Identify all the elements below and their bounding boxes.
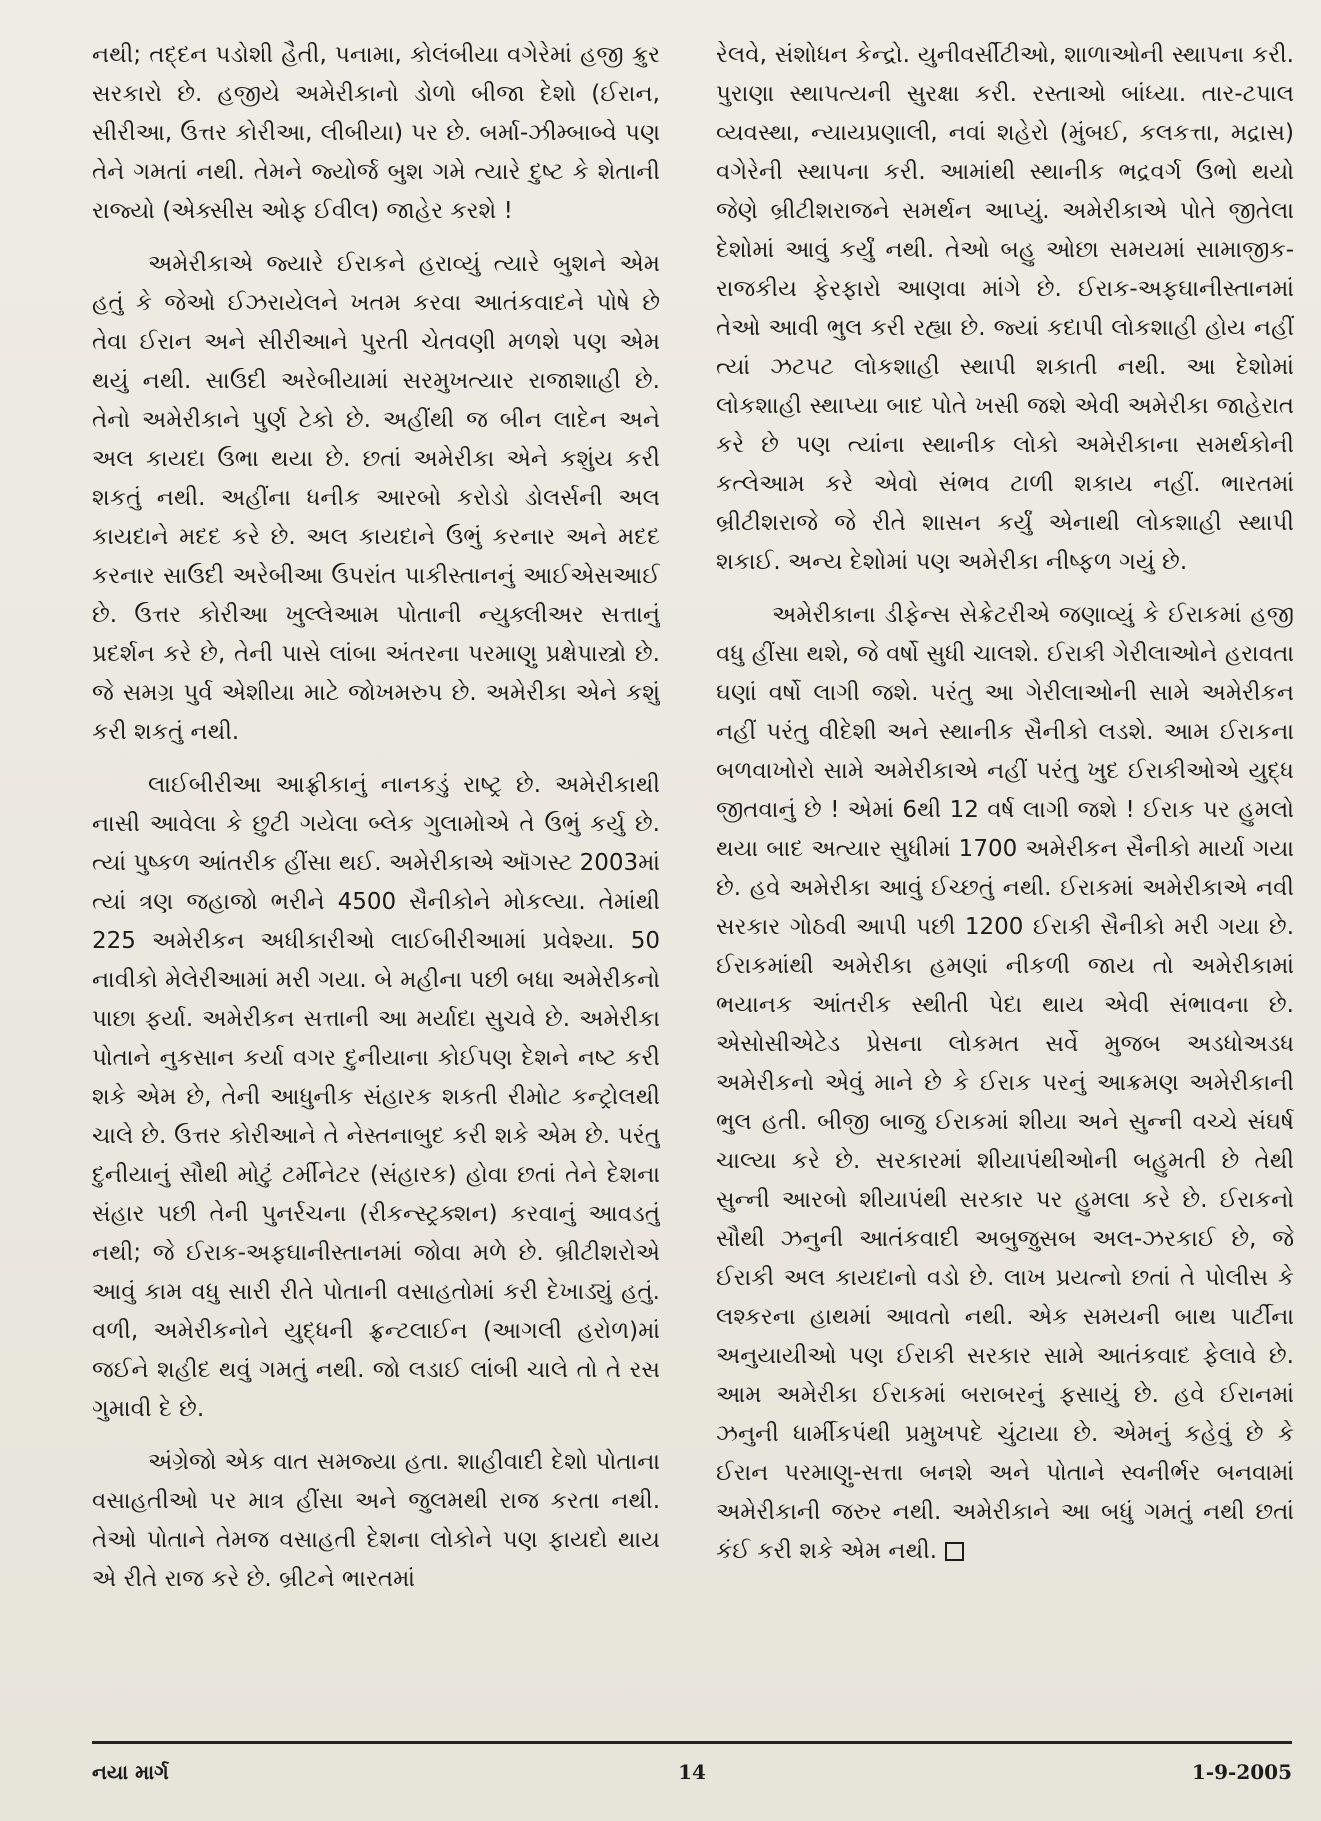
paragraph: અંગ્રેજો એક વાત સમજ્યા હતા. શાહીવાદી દેશો પોતાના વસાહતીઓ પર માત્ર હીંસા અને જુલમથી રાજ કરતા નથી. તેઓ પોતાને તેમજ વસાહતી દેશના લોકોને પણ ફાયદો થાય એ રીતે રાજ કરે છે. બ્રીટને ભારતમાં	[92, 1449, 660, 1592]
paragraph: રેલવે, સંશોધન કેન્દ્રો. યુનીવર્સીટીઓ, શાળાઓની સ્થાપના કરી. પુરાણા સ્થાપત્યની સુરક્ષા કરી. રસ્તાઓ બાંધ્યા. તાર-ટપાલ વ્યવસ્થા, ન્યાયપ્રણાલી, નવાં શહેરો (મુંબઈ, કલકત્તા, મદ્રાસ) વગેરેની સ્થાપના કરી. આમાંથી સ્થાનીક ભદ્રવર્ગ ઉભો થયો જેણે બ્રીટીશરાજને સમર્થન આપ્યું. અમેરીકાએ પોતે જીતેલા દેશોમાં આવું કર્યું નથી. તેઓ બહુ ઓછા સમયમાં સામાજીક-રાજકીય ફેરફારો આણવા માંગે છે. ઈરાક-અફઘાનીસ્તાનમાં તેઓ આવી ભુલ કરી રહ્યા છે. જ્યાં કદાપી લોકશાહી હોય નહીં ત્યાં ઝટપટ લોકશાહી સ્થાપી શકાતી નથી. આ દેશોમાં લોકશાહી સ્થાપ્યા બાદ પોતે ખસી જશે એવી અમેરીકા જાહેરાત કરે છે પણ ત્યાંના સ્થાનીક લોકો અમેરીકાના સમર્થકોની કત્લેઆમ કરે એવો સંભવ ટાળી શકાય નહીં. ભારતમાં બ્રીટીશરાજે જે રીતે શાસન કર્યું એનાથી લોકશાહી સ્થાપી શકાઈ. અન્ય દેશોમાં પણ અમેરીકા નીષ્ફળ ગયું છે.	[716, 42, 1294, 575]
magazine-name: નયા માર્ગ	[92, 1760, 169, 1784]
paragraph: નથી; તદ્દન પડોશી હૈતી, પનામા, કોલંબીયા વગેરેમાં હજી ક્રુર સરકારો છે. હજીયે અમેરીકાનો ડોળો બીજા દેશો (ઈરાન, સીરીઆ, ઉત્તર કોરીઆ, લીબીયા) પર છે. બર્મા-ઝીમ્બાબ્વે પણ તેને ગમતાં નથી. તેમને જ્યોર્જ બુશ ગમે ત્યારે દુષ્ટ કે શેતાની રાજ્યો (એક્સીસ ઓફ ઈવીલ) જાહેર કરશે !	[92, 42, 660, 224]
paragraph: અમેરીકાએ જ્યારે ઈરાકને હરાવ્યું ત્યારે બુશને એમ હતું કે જેઓ ઈઝરાયેલને ખતમ કરવા આતંકવાદને પોષે છે તેવા ઈરાન અને સીરીઆને પુરતી ચેતવણી મળશે પણ એમ થયું નથી. સાઉદી અરેબીયામાં સરમુખત્યાર રાજાશાહી છે. તેનો અમેરીકાને પુર્ણ ટેકો છે. અહીંથી જ બીન લાદેન અને અલ કાયદા ઉભા થયા છે. છતાં અમેરીકા એને કશુંય કરી શકતું નથી. અહીંના ધનીક આરબો કરોડો ડોલર્સની અલ કાયદાને મદદ કરે છે. અલ કાયદાને ઉભું કરનાર અને મદદ કરનાર સાઉદી અરેબીઆ ઉપરાંત પાકીસ્તાનનું આઈએસઆઈ છે. ઉત્તર કોરીઆ ખુલ્લેઆમ પોતાની ન્યુક્લીઅર સત્તાનું પ્રદર્શન કરે છે, તેની પાસે લાંબા અંતરના પરમાણુ પ્રક્ષેપાસ્ત્રો છે. જે સમગ્ર પુર્વ એશીયા માટે જોખમરુપ છે. અમેરીકા એને કશું કરી શકતું નથી.	[92, 251, 660, 745]
footer-divider	[92, 1741, 1292, 1744]
article-column-right	[716, 36, 1294, 1736]
issue-date: 1-9-2005	[1191, 1760, 1292, 1784]
end-of-article-icon	[945, 1542, 964, 1561]
paragraph: લાઈબીરીઆ આફ્રીકાનું નાનકડું રાષ્ટ્ર છે. અમેરીકાથી નાસી આવેલા કે છુટી ગયેલા બ્લેક ગુલામોએ તે ઉભું કર્યુ છે. ત્યાં પુષ્કળ આંતરીક હીંસા થઈ. અમેરીકાએ ઑગસ્ટ 2003માં ત્યાં ત્રણ જહાજો ભરીને 4500 સૈનીકોને મોકલ્યા. તેમાંથી 225 અમેરીકન અધીકારીઓ લાઈબીરીઆમાં પ્રવેશ્યા. 50 નાવીકો મેલેરીઆમાં મરી ગયા. બે મહીના પછી બધા અમેરીકનો પાછા ફર્યા. અમેરીકન સત્તાની આ મર્યાદા સુચવે છે. અમેરીકા પોતાને નુકસાન કર્યા વગર દુનીયાના કોઈપણ દેશને નષ્ટ કરી શકે એમ છે, તેની આધુનીક સંહારક શકતી રીમોટ કન્ટ્રોલથી ચાલે છે. ઉત્તર કોરીઆને તે નેસ્તનાબુદ કરી શકે એમ છે. પરંતુ દુનીયાનું સૌથી મોટું ટર્મીનેટર (સંહારક) હોવા છતાં તેને દેશના સંહાર પછી તેની પુનર્રચના (રીકન્સ્ટ્રક્શન) કરવાનું આવડતું નથી; જે ઈરાક-અફઘાનીસ્તાનમાં જોવા મળે છે. બ્રીટીશરોએ આવું કામ વધુ સારી રીતે પોતાની વસાહતોમાં કરી દેખાડ્યું હતું. વળી, અમેરીકનોને યુદ્ધની ફ્રન્ટલાઈન (આગલી હરોળ)માં જઈને શહીદ થવું ગમતું નથી. જો લડાઈ લાંબી ચાલે તો તે રસ ગુમાવી દે છે.	[92, 772, 660, 1422]
paragraph	[716, 596, 1294, 1571]
paragraph-text: અમેરીકાના ડીફેન્સ સેક્રેટરીએ જણાવ્યું કે ઈરાકમાં હજી વધુ હીંસા થશે, જે વર્ષો સુધી ચાલશે. ઈરાકી ગેરીલાઓને હરાવતા ઘણાં વર્ષો લાગી જશે. પરંતુ આ ગેરીલાઓની સામે અમેરીકન નહીં પરંતુ વીદેશી અને સ્થાનીક સૈનીકો લડશે. આમ ઈરાકના બળવાખોરો સામે અમેરીકાએ નહીં પરંતુ ખુદ ઈરાકીઓએ યુદ્ધ જીતવાનું છે ! એમાં 6થી 12 વર્ષ લાગી જશે ! ઈરાક પર હુમલો થયા બાદ અત્યાર સુધીમાં 1700 અમેરીકન સૈનીકો માર્યા ગયા છે. હવે અમેરીકા આવું ઈચ્છતું નથી. ઈરાકમાં અમેરીકાએ નવી સરકાર ગોઠવી આપી પછી 1200 ઈરાકી સૈનીકો મરી ગયા છે. ઈરાકમાંથી અમેરીકા હમણાં નીકળી જાય તો અમેરીકામાં ભયાનક આંતરીક સ્થીતી પેદા થાય એવી સંભાવના છે. એસોસીએટેડ પ્રેસના લોકમત સર્વે મુજબ અડધોઅડધ અમેરીકનો એવું માને છે કે ઈરાક પરનું આક્રમણ અમેરીકાની ભુલ હતી. બીજી બાજુ ઈરાકમાં શીયા અને સુન્ની વચ્ચે સંઘર્ષ ચાલ્યા કરે છે. સરકારમાં શીયાપંથીઓની બહુમતી છે તેથી સુન્ની આરબો શીયાપંથી સરકાર પર હુમલા કરે છે. ઈરાકનો સૌથી ઝનુની આતંકવાદી અબુજુસબ અલ-ઝરકાઈ છે, જે ઈરાકી અલ કાયદાનો વડો છે. લાખ પ્રયત્નો છતાં તે પોલીસ કે લશ્કરના હાથમાં આવતો નથી. એક સમયની બાથ પાર્ટીના અનુયાયીઓ પણ ઈરાકી સરકાર સામે આતંકવાદ ફેલાવે છે. આમ અમેરીકા ઈરાકમાં બરાબરનું ફસાયું છે. હવે ઈરાનમાં ઝનુની ધાર્મીકપંથી પ્રમુખપદે ચુંટાયા છે. એમનું કહેવું છે કે ઈરાન પરમાણુ-સત્તા બનશે અને પોતાને સ્વનીર્ભર બનવામાં અમેરીકાની જરુર નથી. અમેરીકાને આ બધું ગમતું નથી છતાં કંઈ કરી શકે એમ નથી.	[716, 602, 1294, 1564]
page-number: 14	[678, 1760, 706, 1784]
article-column-left	[92, 36, 660, 1736]
